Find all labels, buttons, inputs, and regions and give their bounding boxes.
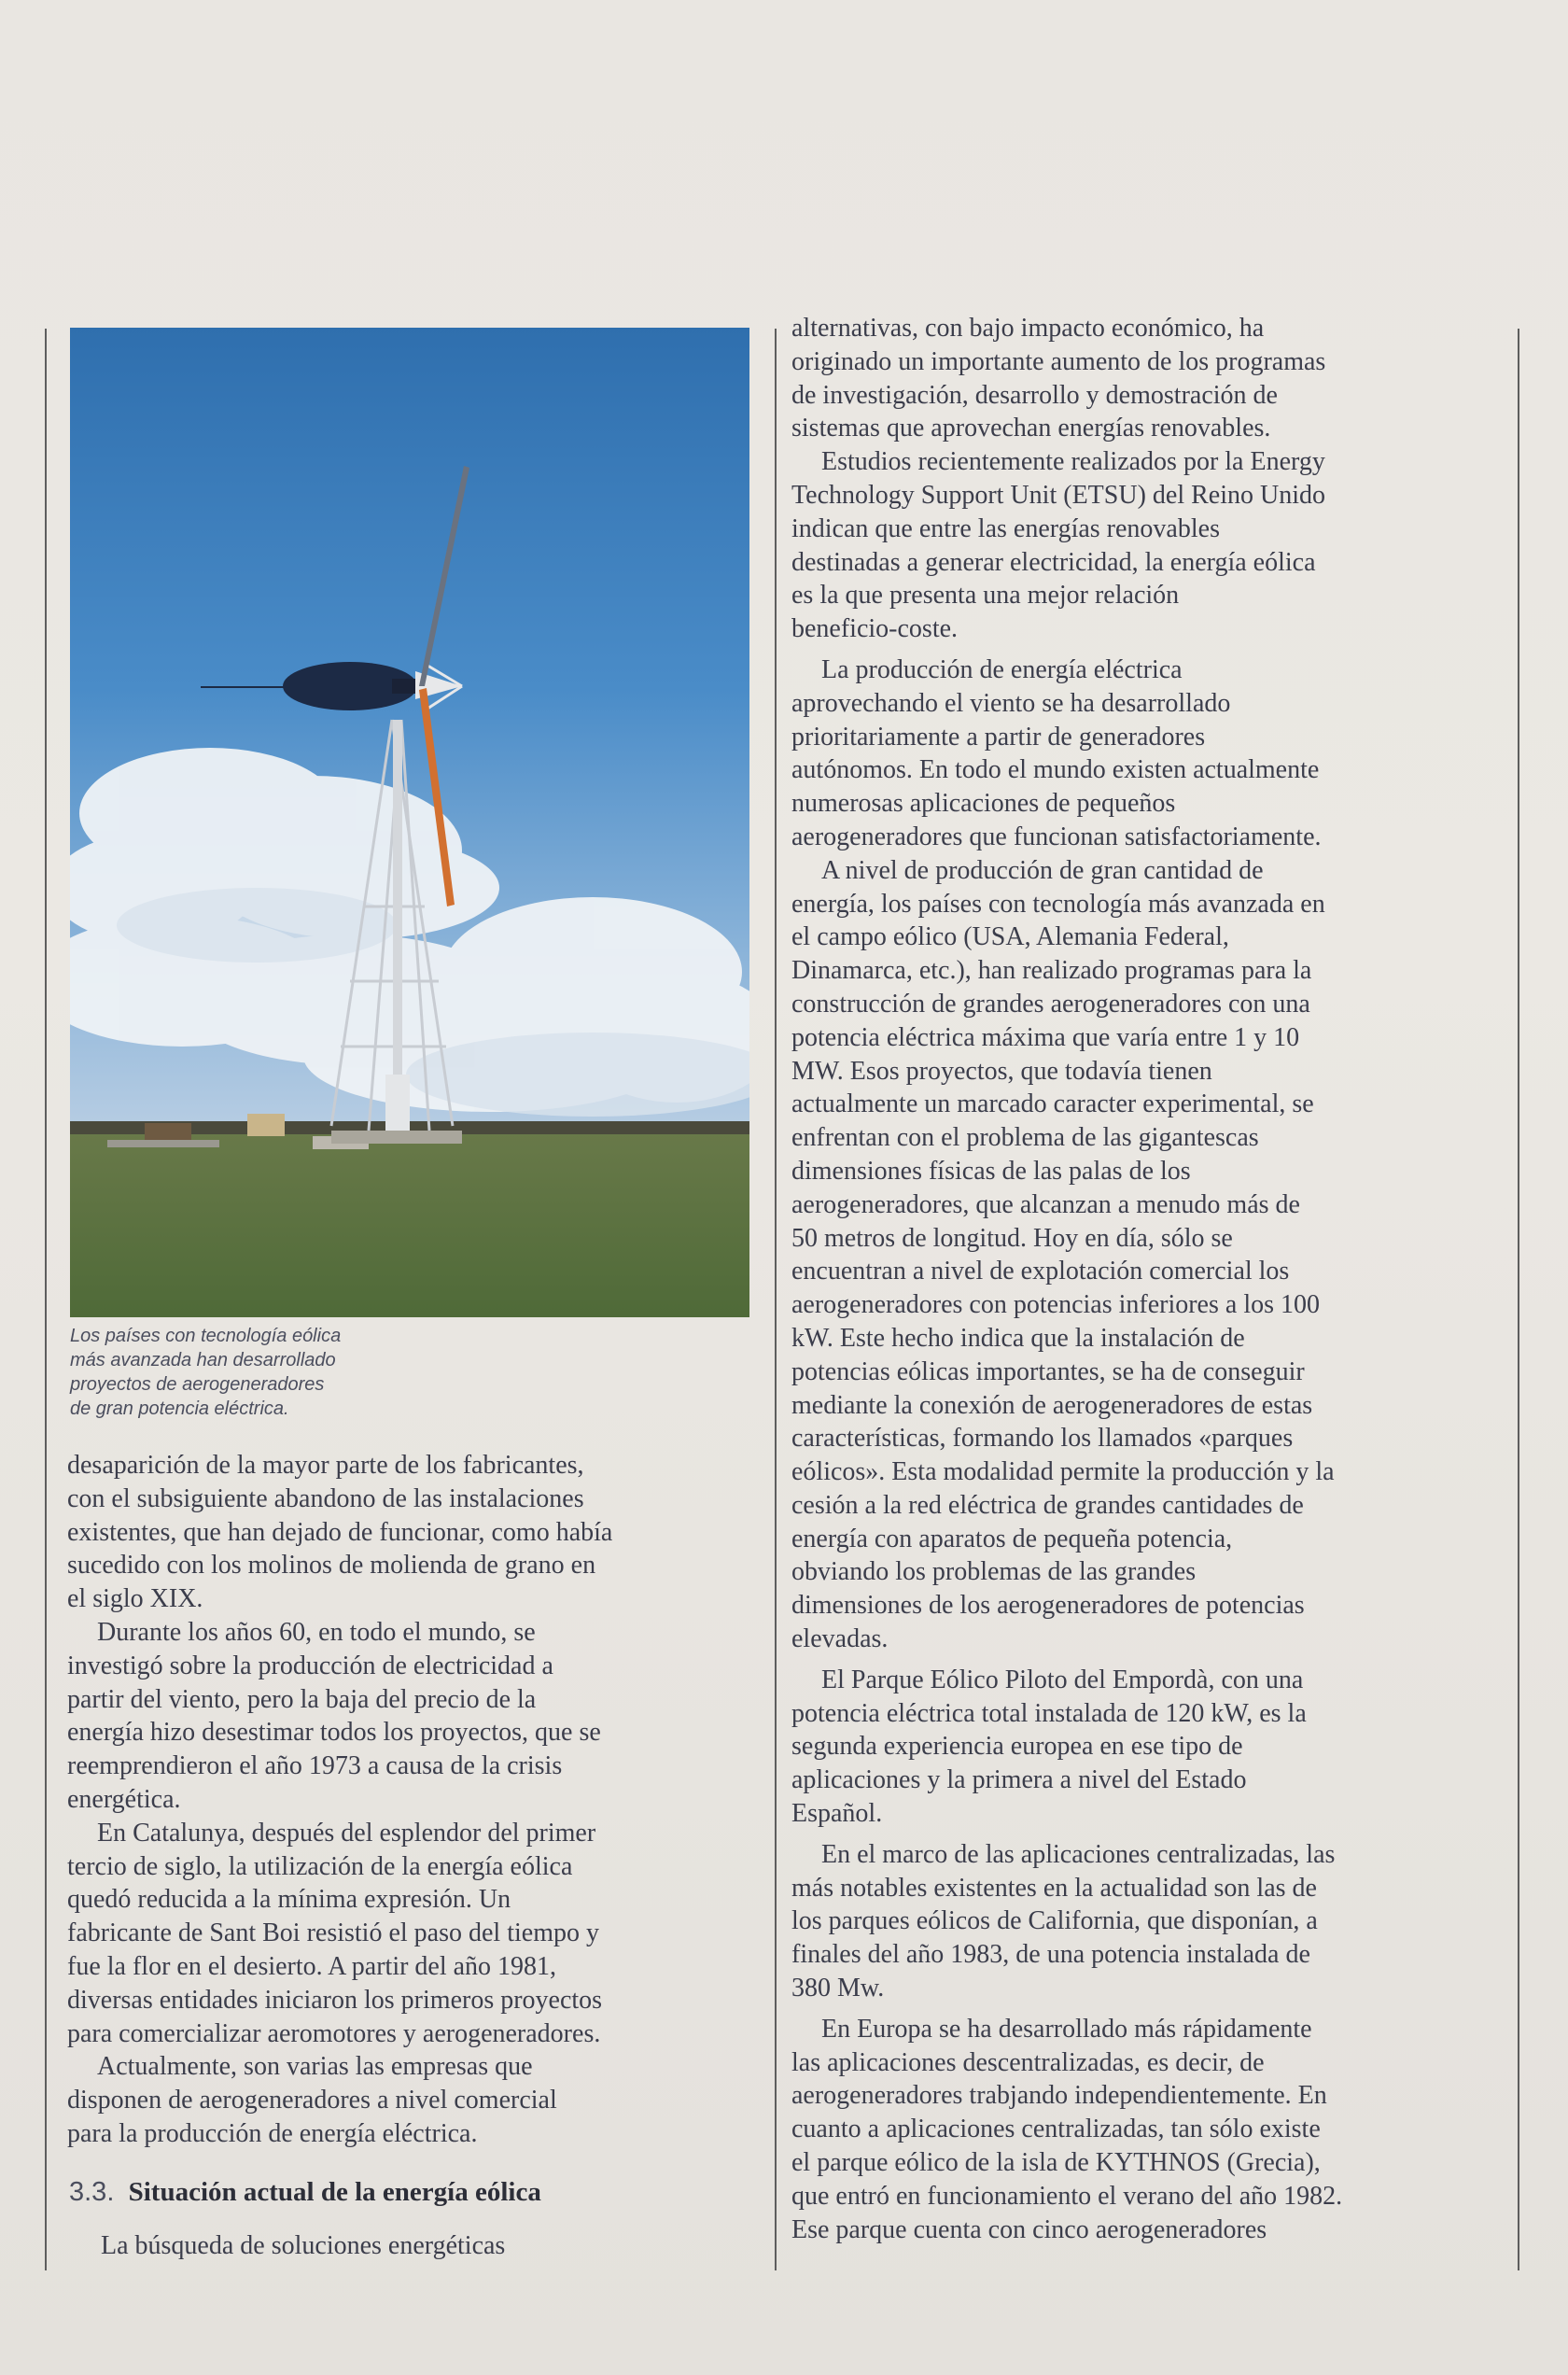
text-line: originado un importante aumento de los programas xyxy=(791,346,1326,376)
text-line: destinadas a generar electricidad, la energía eólica xyxy=(791,547,1316,577)
text-line: de investigación, desarrollo y demostración de xyxy=(791,380,1278,410)
text-line: potencia eléctrica total instalada de 120 kW, es la xyxy=(791,1698,1307,1728)
text-line: eólicos». Esta modalidad permite la producción y la xyxy=(791,1457,1335,1487)
text-line: los parques eólicos de California, que disponían, a xyxy=(791,1906,1318,1936)
text-line: MW. Esos proyectos, que todavía tienen xyxy=(791,1056,1212,1086)
text-line: para comercializar aeromotores y aerogeneradores. xyxy=(67,2018,601,2048)
text-line: reemprendieron el año 1973 a causa de la crisis xyxy=(67,1751,563,1781)
right-margin-rule xyxy=(1518,329,1519,2270)
text-line: energía hizo desestimar todos los proyectos, que se xyxy=(67,1718,601,1748)
text-line: partir del viento, pero la baja del precio de la xyxy=(67,1684,537,1714)
text-line: el parque eólico de la isla de KYTHNOS (Grecia), xyxy=(791,2148,1321,2178)
text-line: dimensiones de los aerogeneradores de potencias xyxy=(791,1591,1305,1621)
text-line: autónomos. En todo el mundo existen actualmente xyxy=(791,755,1320,785)
text-line: prioritariamente a partir de generadores xyxy=(791,722,1206,752)
text-line: 380 Mw. xyxy=(791,1974,885,2003)
text-line: La búsqueda de soluciones energéticas xyxy=(101,2231,506,2260)
text-line: numerosas aplicaciones de pequeños xyxy=(791,789,1176,819)
text-line: energía, los países con tecnología más avanzada en xyxy=(791,889,1325,919)
text-line: características, formando los llamados «parques xyxy=(791,1424,1294,1454)
text-line: aprovechando el viento se ha desarrollado xyxy=(791,688,1231,718)
text-line: más notables existentes en la actualidad son las de xyxy=(791,1873,1317,1903)
text-line: desaparición de la mayor parte de los fabricantes, xyxy=(67,1451,584,1480)
text-line: las aplicaciones descentralizadas, es decir, de xyxy=(791,2047,1265,2077)
text-line: segunda experiencia europea en ese tipo de xyxy=(791,1732,1243,1762)
text-line: Technology Support Unit (ETSU) del Reino Unido xyxy=(791,480,1325,510)
text-line: Dinamarca, etc.), han realizado programas para la xyxy=(791,956,1312,986)
caption-line: más avanzada han desarrollado xyxy=(70,1350,336,1370)
right-column-text xyxy=(791,312,1510,2246)
text-line: potencias eólicas importantes, se ha de conseguir xyxy=(791,1356,1305,1386)
text-line: es la que presenta una mejor relación xyxy=(791,581,1180,611)
text-line: potencia eléctrica máxima que varía entre 1 y 10 xyxy=(791,1022,1300,1052)
text-line: 50 metros de longitud. Hoy en día, sólo se xyxy=(791,1223,1233,1253)
text-line: aerogeneradores, que alcanzan a menudo más de xyxy=(791,1189,1300,1219)
text-line: Durante los años 60, en todo el mundo, se xyxy=(97,1617,536,1647)
text-line: Ese parque cuenta con cinco aerogeneradores xyxy=(791,2214,1267,2244)
text-line: construcción de grandes aerogeneradores con una xyxy=(791,989,1310,1019)
text-line: para la producción de energía eléctrica. xyxy=(67,2118,478,2148)
text-line: fue la flor en el desierto. A partir del año 1981, xyxy=(67,1951,557,1981)
text-line: actualmente un marcado caracter experimental, se xyxy=(791,1089,1314,1119)
left-column-text xyxy=(67,1449,758,2151)
text-line: elevadas. xyxy=(791,1624,889,1654)
text-line: disponen de aerogeneradores a nivel comercial xyxy=(67,2086,557,2115)
text-line: finales del año 1983, de una potencia instalada de xyxy=(791,1940,1310,1970)
text-line: A nivel de producción de gran cantidad de xyxy=(821,855,1264,885)
text-line: investigó sobre la producción de electricidad a xyxy=(67,1651,553,1680)
column-divider-rule xyxy=(775,329,777,2270)
section-first-line xyxy=(101,2229,754,2263)
text-line: diversas entidades iniciaron los primeros proyectos xyxy=(67,1985,603,2015)
left-margin-rule xyxy=(45,329,47,2270)
text-line: aerogeneradores que funcionan satisfactoriamente. xyxy=(791,822,1322,851)
caption-line: Los países con tecnología eólica xyxy=(70,1326,342,1346)
text-line: La producción de energía eléctrica xyxy=(821,654,1183,684)
text-line: el siglo XIX. xyxy=(67,1584,203,1614)
text-line: dimensiones físicas de las palas de los xyxy=(791,1156,1191,1186)
text-line: que entró en funcionamiento el verano del año 1982. xyxy=(791,2181,1343,2211)
text-line: fabricante de Sant Boi resistió el paso del tiempo y xyxy=(67,1918,599,1948)
caption-line: de gran potencia eléctrica. xyxy=(70,1398,289,1419)
text-line: con el subsiguiente abandono de las instalaciones xyxy=(67,1483,584,1513)
text-line: Español. xyxy=(791,1799,883,1829)
section-heading xyxy=(69,2175,760,2209)
text-line: En Catalunya, después del esplendor del primer xyxy=(97,1818,596,1848)
text-line: energética. xyxy=(67,1784,181,1814)
section-number: 3.3. xyxy=(69,2177,115,2207)
text-line: existentes, que han dejado de funcionar, como había xyxy=(67,1517,613,1547)
text-line: cesión a la red eléctrica de grandes cantidades de xyxy=(791,1490,1304,1520)
text-line: Actualmente, son varias las empresas que xyxy=(97,2052,533,2082)
text-line: tercio de siglo, la utilización de la energía eólica xyxy=(67,1851,573,1881)
text-line: sucedido con los molinos de molienda de grano en xyxy=(67,1551,596,1581)
text-line: mediante la conexión de aerogeneradores de estas xyxy=(791,1390,1313,1420)
text-line: sistemas que aprovechan energías renovables. xyxy=(791,414,1271,443)
text-line: el campo eólico (USA, Alemania Federal, xyxy=(791,922,1229,952)
photo-caption xyxy=(70,1324,443,1421)
text-line: quedó reducida a la mínima expresión. Un xyxy=(67,1885,511,1915)
text-line: cuanto a aplicaciones centralizadas, tan sólo existe xyxy=(791,2115,1321,2144)
section-title: Situación actual de la energía eólica xyxy=(128,2177,541,2207)
text-line: kW. Este hecho indica que la instalación de xyxy=(791,1323,1245,1353)
text-line: obviando los problemas de las grandes xyxy=(791,1557,1197,1587)
text-line: enfrentan con el problema de las gigantescas xyxy=(791,1123,1259,1153)
text-line: alternativas, con bajo impacto económico, ha xyxy=(791,314,1265,343)
text-line: indican que entre las energías renovables xyxy=(791,513,1220,543)
text-line: aerogeneradores trabjando independientemente. En xyxy=(791,2081,1327,2111)
text-line: aplicaciones y la primera a nivel del Estado xyxy=(791,1765,1247,1795)
text-line: El Parque Eólico Piloto del Empordà, con una xyxy=(821,1665,1304,1694)
text-line: energía con aparatos de pequeña potencia, xyxy=(791,1524,1233,1553)
caption-line: proyectos de aerogeneradores xyxy=(70,1374,325,1395)
text-line: En Europa se ha desarrollado más rápidamente xyxy=(821,2014,1312,2044)
text-line: beneficio-coste. xyxy=(791,614,959,644)
wind-turbine-photo xyxy=(70,328,749,1317)
text-line: encuentran a nivel de explotación comercial los xyxy=(791,1257,1290,1286)
text-line: Estudios recientemente realizados por la Energy xyxy=(821,447,1325,477)
text-line: aerogeneradores con potencias inferiores a los 100 xyxy=(791,1290,1320,1320)
text-line: En el marco de las aplicaciones centralizadas, las xyxy=(821,1839,1336,1869)
